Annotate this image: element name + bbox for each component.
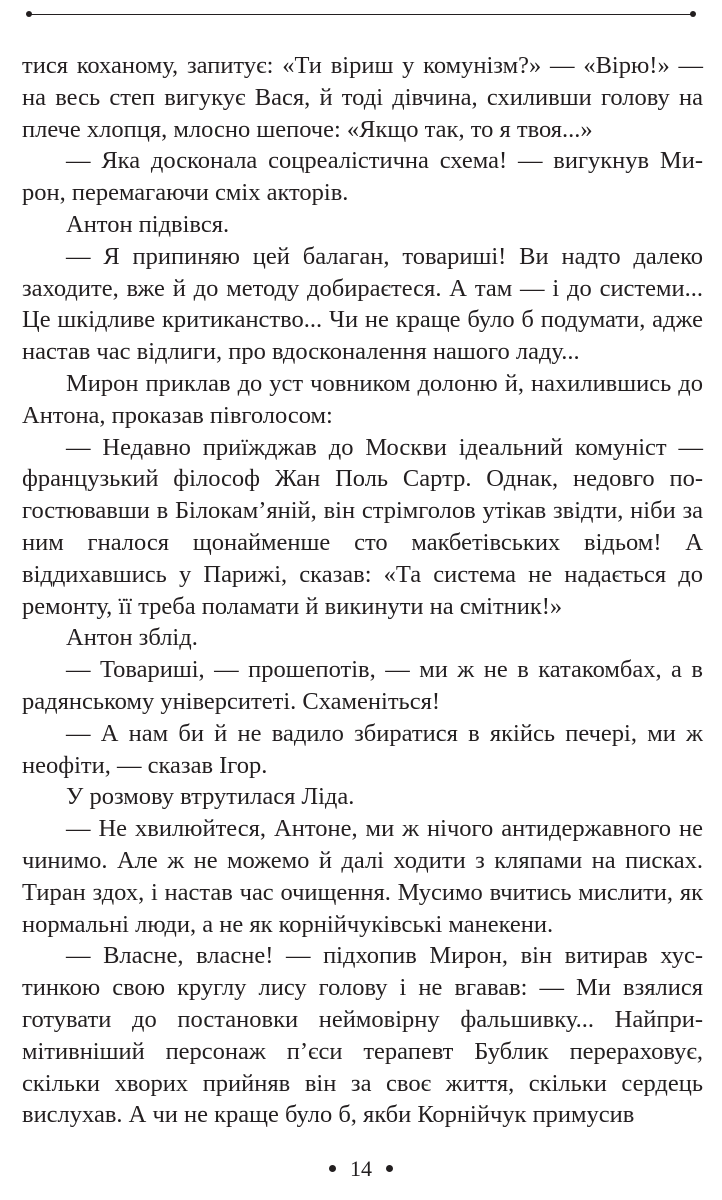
paragraph: — А нам би й не вадило збиратися в якійсь печері, ми ж неофіти, — сказав Ігор. [22, 719, 703, 779]
body-text [22, 50, 703, 1131]
paragraph: Мирон приклав до уст човником долоню й, нахилившись до Антона, проказав півголосом: [22, 369, 703, 429]
paragraph: — Не хвилюйтеся, Антоне, ми ж нічого антидержавного не чинимо. Але ж не можемо й далі ходити з кляпами на писках. Тиран здох, і настав час очищення. Мусимо вчитись мислити, як нормальні люди, а не як корнійчуківські манекени. [22, 815, 703, 938]
rule-dot-left [26, 11, 32, 17]
paragraph: Антон підвівся. [66, 210, 230, 238]
page-number: 14 [350, 1156, 372, 1181]
paragraph: — Яка досконала соцреалістична схема! — вигукнув Мирон, перемагаючи сміх акторів. [22, 147, 703, 207]
footer-bullet-right [386, 1165, 393, 1172]
top-rule [30, 14, 692, 15]
page-footer [0, 1156, 722, 1182]
paragraph: Антон зблід. [66, 624, 198, 652]
footer-bullet-left [329, 1165, 336, 1172]
rule-dot-right [690, 11, 696, 17]
paragraph: тися коханому, запитує: «Ти віриш у комунізм?» — «Вірю!» — на весь степ вигукує Вася, й тоді дівчина, схиливши голову на плече хлопця, млосно шепоче: «Якщо так, то я твоя...» [22, 52, 703, 143]
paragraph: — Недавно приїжджав до Москви ідеальний комуніст — французький філософ Жан Поль Сартр. Однак, недовго погостювавши в Білокам’яній, він стрімголов утікав звідти, ніби за ним гналося щонайменше сто макбетівських відьом! А віддихавшись у Парижі, сказав: «Та система не надається до ремонту, її треба поламати й викинути на смітник!» [22, 433, 703, 620]
paragraph: У розмову втрутилася Ліда. [66, 783, 355, 811]
paragraph: — Власне, власне! — підхопив Мирон, він витирав хустинкою свою круглу лису голову і не вгавав: — Ми взялися готувати до постановки неймовірну фальшивку... Найпримітивніший персонаж п’єси терапевт Бублик перераховує, скільки хворих прийняв він за своє життя, скільки сердець вислухав. А чи не краще було б, якби Корнійчук примусив [22, 942, 703, 1129]
paragraph: — Товариші, — прошепотів, — ми ж не в катакомбах, а в радянському університеті. Схаменіться! [22, 656, 703, 715]
paragraph: — Я припиняю цей балаган, товариші! Ви надто далеко заходите, вже й до методу добираєтеся. А там — і до системи... Це шкідливе критиканство... Чи не краще було б подумати, адже настав час відлиги, про вдосконалення нашого ладу... [22, 242, 703, 366]
